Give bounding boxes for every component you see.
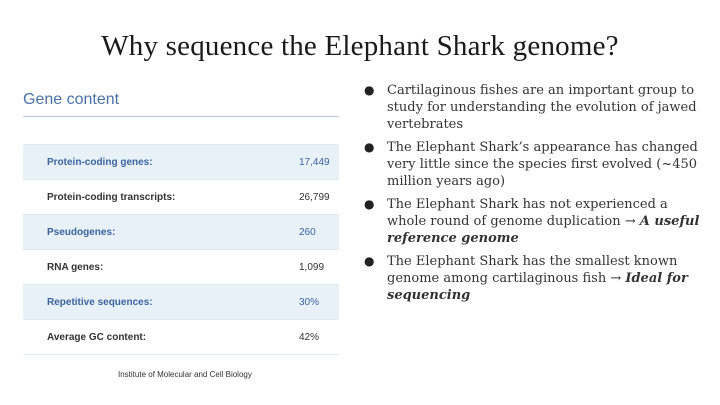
list-item: [360, 253, 706, 304]
bullet-icon: ●: [364, 197, 375, 211]
bullet-list: [360, 82, 706, 310]
list-item: [360, 139, 706, 190]
bullet-icon: ●: [364, 83, 375, 97]
table-row: [23, 320, 339, 355]
row-label: Protein-coding genes:: [23, 145, 275, 180]
table-row: [23, 180, 339, 215]
row-label: Repetitive sequences:: [23, 285, 275, 320]
row-value: 30%: [275, 285, 339, 320]
gene-content-table: [23, 144, 339, 355]
gene-content-heading: Gene content: [23, 91, 120, 108]
row-label: Pseudogenes:: [23, 215, 275, 250]
row-value: 17,449: [275, 145, 339, 180]
table-row: [23, 285, 339, 320]
bullet-text: The Elephant Shark’s appearance has changed very little since the species first evolved (~450 million years ago): [387, 140, 698, 189]
row-value: 26,799: [275, 180, 339, 215]
row-label: RNA genes:: [23, 250, 275, 285]
row-label: Average GC content:: [23, 320, 275, 355]
bullet-text: Cartilaginous fishes are an important group to study for understanding the evolution of jawed vertebrates: [387, 83, 697, 132]
table-row: [23, 145, 339, 180]
gene-content-panel: [21, 88, 339, 362]
table-row: [23, 250, 339, 285]
row-value: 1,099: [275, 250, 339, 285]
bullet-emphasis: Ideal for sequencing: [387, 271, 688, 303]
bullet-text: The Elephant Shark has not experienced a whole round of genome duplication →: [387, 197, 668, 229]
heading-divider: [23, 116, 339, 117]
list-item: [360, 196, 706, 247]
footer-credit: Institute of Molecular and Cell Biology: [118, 370, 252, 379]
bullet-icon: ●: [364, 254, 375, 268]
table-row: [23, 215, 339, 250]
bullet-text: The Elephant Shark has the smallest known genome among cartilaginous fish →: [387, 254, 678, 286]
bullet-emphasis: A useful reference genome: [387, 214, 700, 246]
slide-title: Why sequence the Elephant Shark genome?: [101, 30, 619, 62]
row-value: 260: [275, 215, 339, 250]
row-label: Protein-coding transcripts:: [23, 180, 275, 215]
row-value: 42%: [275, 320, 339, 355]
list-item: [360, 82, 706, 133]
bullet-icon: ●: [364, 140, 375, 154]
